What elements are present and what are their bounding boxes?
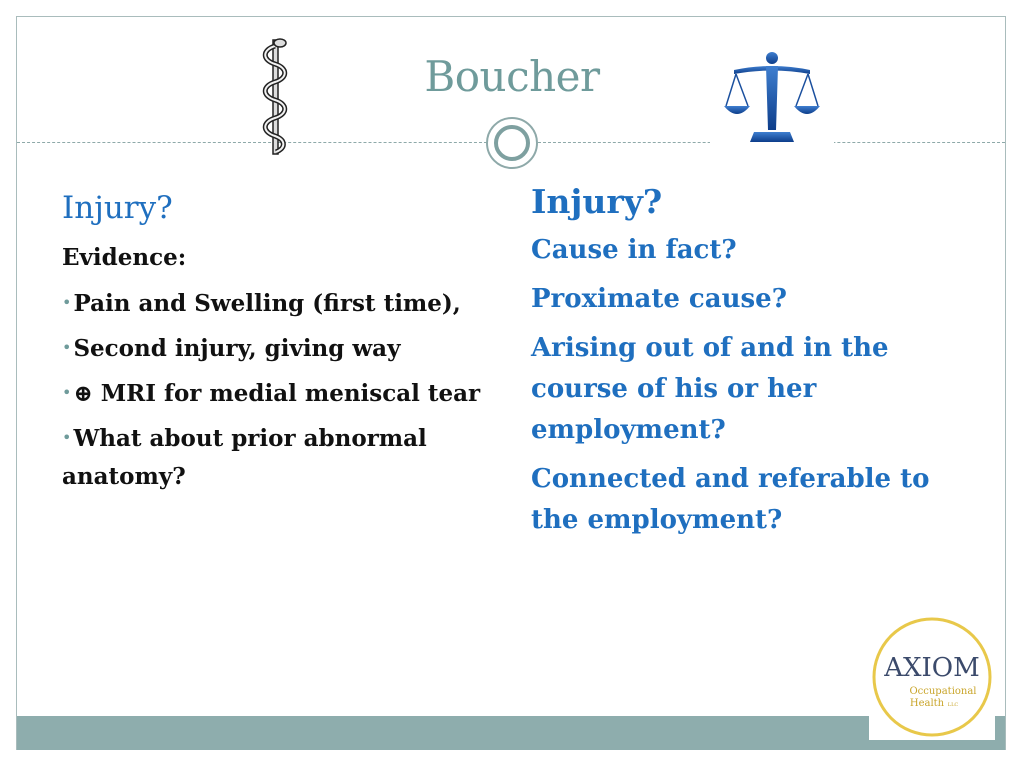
caduceus-icon [258, 36, 292, 156]
axiom-logo-graphic [869, 614, 995, 740]
axiom-logo-line2: Health [909, 698, 945, 709]
bullet-text: What about prior abnormal anatomy? [62, 425, 427, 490]
axiom-logo-line1: Occupational [909, 686, 977, 697]
bullet-item [62, 419, 492, 496]
bullet-item [62, 374, 492, 413]
axiom-logo [869, 614, 995, 740]
bullet-text: ⊕ MRI for medial meniscal tear [73, 380, 481, 407]
divider-left [17, 142, 487, 143]
right-item: Connected and referable to the employment? [531, 464, 930, 535]
axiom-logo-suffix: LLC [947, 702, 959, 708]
bullet-dot-icon: • [62, 293, 72, 312]
bullet-dot-icon: • [62, 428, 72, 447]
bullet-text: Second injury, giving way [73, 335, 401, 362]
scales-logo-box [710, 40, 834, 154]
right-item: Proximate cause? [531, 284, 787, 314]
bullet-item [62, 329, 492, 368]
right-item: Arising out of and in the course of his or her employment? [531, 333, 889, 445]
footer-bar [17, 716, 1005, 750]
right-item: Cause in fact? [531, 235, 737, 265]
bullet-dot-icon: • [62, 383, 72, 402]
axiom-logo-name: AXIOM [884, 653, 980, 683]
slide-title: Boucher [424, 52, 600, 101]
left-column [62, 188, 492, 502]
ring-ornament-icon [486, 117, 538, 169]
right-heading: Injury? [531, 182, 663, 221]
bullet-text: Pain and Swelling (first time), [73, 290, 461, 317]
scales-of-justice-icon [722, 50, 822, 146]
right-column [531, 180, 981, 549]
left-heading: Injury? [62, 190, 173, 226]
evidence-label: Evidence: [62, 244, 187, 271]
bullet-item [62, 284, 492, 323]
bullet-dot-icon: • [62, 338, 72, 357]
